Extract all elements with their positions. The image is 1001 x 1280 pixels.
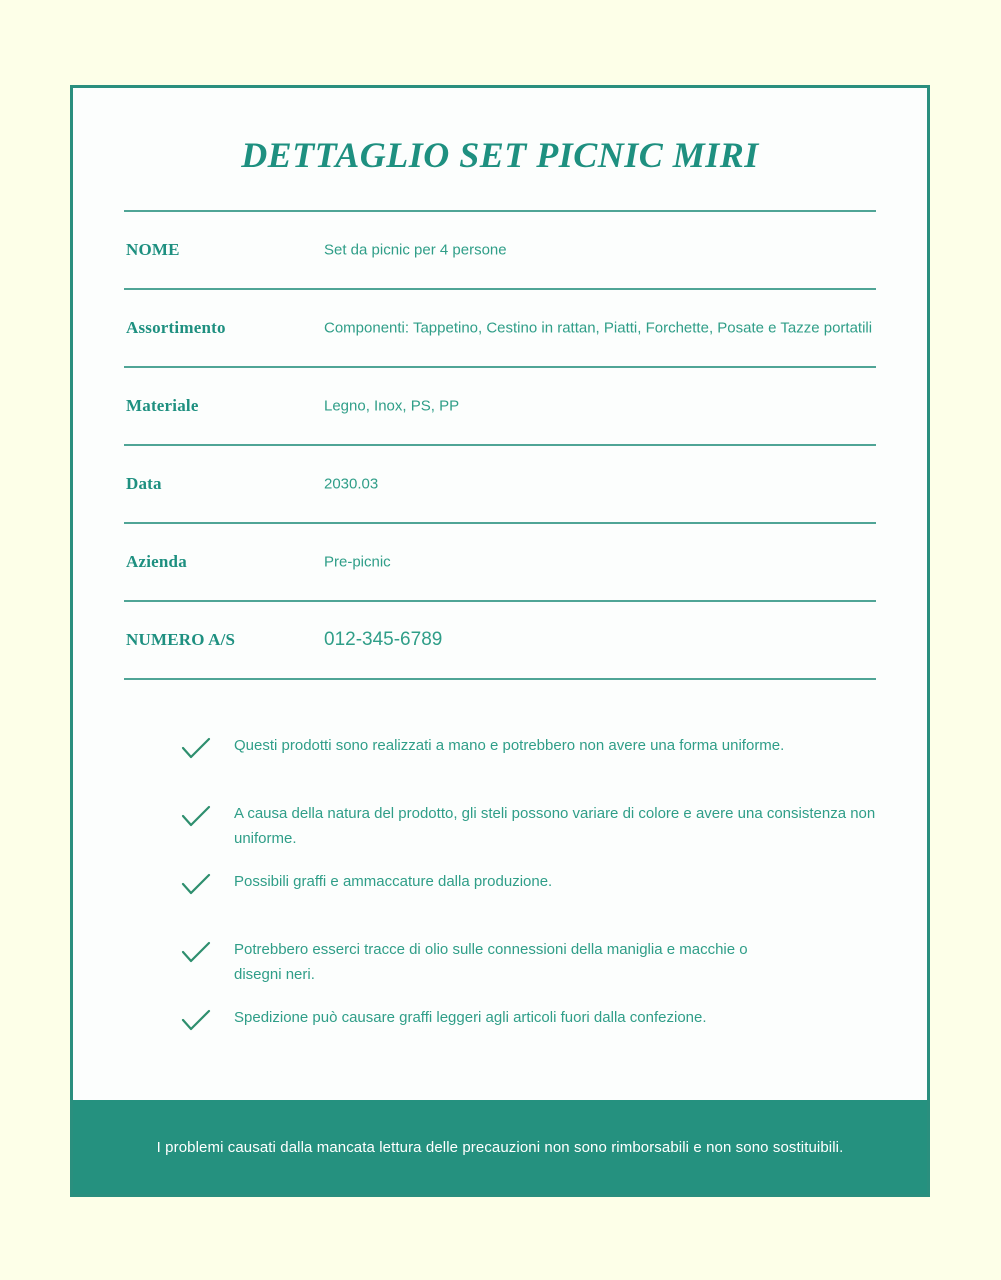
check-icon	[181, 736, 211, 762]
spec-table	[124, 210, 876, 680]
table-row	[124, 602, 876, 678]
table-row	[124, 290, 876, 366]
table-row	[124, 368, 876, 444]
list-item	[124, 792, 884, 860]
spec-label-azienda: Azienda	[126, 552, 187, 571]
table-row	[124, 446, 876, 522]
check-icon	[181, 804, 211, 830]
check-icon	[181, 1008, 211, 1034]
table-divider	[124, 678, 876, 680]
spec-label-materiale: Materiale	[126, 396, 199, 415]
document-card	[70, 85, 930, 1197]
table-row	[124, 524, 876, 600]
note-text: A causa della natura del prodotto, gli steli possono variare di colore e avere una consistenza non uniforme.	[234, 805, 876, 847]
spec-label-nome: NOME	[126, 240, 180, 259]
spec-label-assortimento: Assortimento	[126, 318, 226, 337]
spec-value-numero-as: 012-345-6789	[324, 629, 443, 650]
check-icon	[181, 872, 211, 898]
spec-label-numero-as: NUMERO A/S	[126, 630, 236, 649]
note-text: Potrebbero esserci tracce di olio sulle connessioni della maniglia e macchie o disegni neri.	[234, 941, 748, 983]
page-title: DETTAGLIO SET PICNIC MIRI	[241, 135, 759, 175]
check-icon	[181, 940, 211, 966]
spec-value-nome: Set da picnic per 4 persone	[324, 241, 507, 259]
note-text: Questi prodotti sono realizzati a mano e potrebbero non avere una forma uniforme.	[234, 737, 785, 754]
footer-banner	[73, 1100, 927, 1194]
spec-value-azienda: Pre-picnic	[324, 553, 391, 571]
list-item	[124, 860, 884, 928]
note-text: Possibili graffi e ammaccature dalla produzione.	[234, 873, 553, 890]
footer-text: I problemi causati dalla mancata lettura delle precauzioni non sono rimborsabili e non sono sostituibili.	[156, 1138, 844, 1156]
note-text: Spedizione può causare graffi leggeri agli articoli fuori dalla confezione.	[234, 1009, 707, 1026]
spec-value-data: 2030.03	[324, 475, 379, 493]
spec-value-assortimento: Componenti: Tappetino, Cestino in rattan, Piatti, Forchette, Posate e Tazze portatili	[324, 319, 873, 337]
notes-list	[124, 724, 884, 1064]
table-row	[124, 212, 876, 288]
list-item	[124, 724, 884, 792]
list-item	[124, 928, 884, 996]
spec-value-materiale: Legno, Inox, PS, PP	[324, 397, 460, 415]
list-item	[124, 996, 884, 1064]
spec-label-data: Data	[126, 474, 162, 493]
